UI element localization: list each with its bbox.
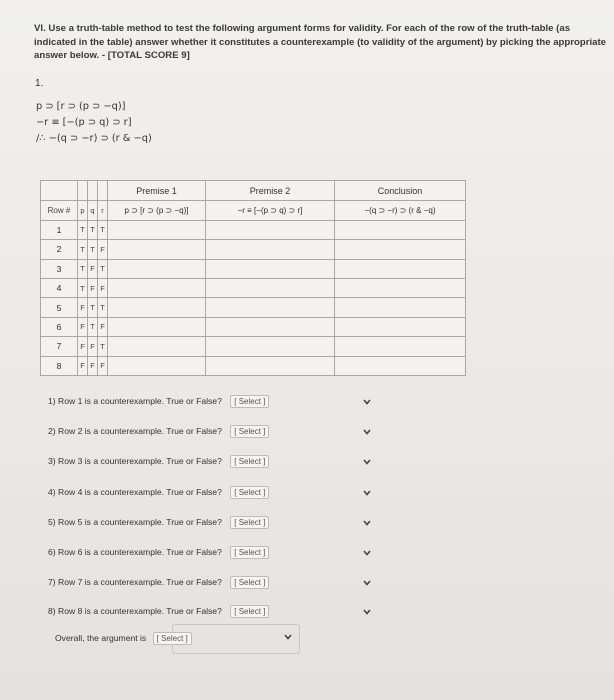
- row-number-header: Row #: [41, 201, 78, 220]
- table-subheader-row: [41, 201, 466, 220]
- table-row: [41, 337, 466, 356]
- q-value: F: [88, 356, 98, 375]
- row-number: 2: [41, 240, 78, 259]
- conclusion-cell[interactable]: [335, 298, 466, 317]
- conclusion-cell[interactable]: [335, 317, 466, 336]
- question-row-8: [48, 605, 269, 618]
- r-value: F: [98, 240, 108, 259]
- p-value: F: [78, 298, 88, 317]
- p-header: p: [78, 201, 88, 220]
- premise1-cell[interactable]: [108, 240, 206, 259]
- q-header: q: [88, 201, 98, 220]
- conclusion-cell[interactable]: [335, 356, 466, 375]
- r-value: T: [98, 259, 108, 278]
- premise1-cell[interactable]: [108, 356, 206, 375]
- q-value: F: [88, 278, 98, 297]
- conclusion-cell[interactable]: [335, 278, 466, 297]
- premise2-cell[interactable]: [206, 259, 335, 278]
- p-value: T: [78, 278, 88, 297]
- row-number: 6: [41, 317, 78, 336]
- r-value: T: [98, 337, 108, 356]
- conclusion-subheader: −(q ⊃ −r) ⊃ (r & −q): [335, 201, 466, 220]
- q-value: F: [88, 337, 98, 356]
- chevron-down-icon[interactable]: [362, 488, 372, 498]
- question-label: 3) Row 3 is a counterexample. True or False?: [48, 456, 222, 466]
- q-value: T: [88, 298, 98, 317]
- table-row: [41, 220, 466, 239]
- row5-select[interactable]: [ Select ]: [230, 516, 269, 529]
- q-value: T: [88, 240, 98, 259]
- q-value: F: [88, 259, 98, 278]
- question-row-2: [48, 425, 269, 438]
- table-row: [41, 278, 466, 297]
- question-label: 6) Row 6 is a counterexample. True or False?: [48, 547, 222, 557]
- premise1-subheader: p ⊃ [r ⊃ (p ⊃ −q)]: [108, 201, 206, 220]
- row-number: 1: [41, 220, 78, 239]
- premise1-cell[interactable]: [108, 220, 206, 239]
- p-value: F: [78, 337, 88, 356]
- premise1-header: Premise 1: [108, 181, 206, 201]
- premise2-cell[interactable]: [206, 298, 335, 317]
- p-value: F: [78, 356, 88, 375]
- chevron-down-icon[interactable]: [362, 397, 372, 407]
- r-value: F: [98, 356, 108, 375]
- premise2-cell[interactable]: [206, 337, 335, 356]
- question-row-4: [48, 486, 269, 499]
- overall-row: [55, 632, 192, 645]
- row1-select[interactable]: [ Select ]: [230, 395, 269, 408]
- row3-select[interactable]: [ Select ]: [230, 455, 269, 468]
- overall-select[interactable]: [ Select ]: [153, 632, 192, 645]
- row4-select[interactable]: [ Select ]: [230, 486, 269, 499]
- p-value: T: [78, 259, 88, 278]
- premise2-cell[interactable]: [206, 278, 335, 297]
- chevron-down-icon[interactable]: [362, 457, 372, 467]
- r-value: T: [98, 298, 108, 317]
- q-value: T: [88, 220, 98, 239]
- premise2-cell[interactable]: [206, 240, 335, 259]
- chevron-down-icon[interactable]: [283, 632, 293, 642]
- question-row-6: [48, 546, 269, 559]
- instructions-text: VI. Use a truth-table method to test the following argument forms for validity. For each of the row of the truth-table (as indicated in the table) answer whether it constitutes a counterexample (to validity of the argument) by picking the appropriate answer below. - [TOTAL SCORE 9]: [34, 23, 606, 61]
- conclusion-header: Conclusion: [335, 181, 466, 201]
- r-value: F: [98, 317, 108, 336]
- conclusion-cell[interactable]: [335, 220, 466, 239]
- r-value: F: [98, 278, 108, 297]
- table-row: [41, 298, 466, 317]
- truth-table: [40, 180, 466, 376]
- row8-select[interactable]: [ Select ]: [230, 605, 269, 618]
- table-row: [41, 240, 466, 259]
- row-number: 8: [41, 356, 78, 375]
- conclusion-cell[interactable]: [335, 259, 466, 278]
- premise1-formula: p ⊃ [r ⊃ (p ⊃ −q)]: [36, 101, 126, 112]
- row-number: 3: [41, 259, 78, 278]
- conclusion-cell[interactable]: [335, 240, 466, 259]
- question-number: 1.: [35, 78, 44, 89]
- premise2-cell[interactable]: [206, 220, 335, 239]
- question-label: 1) Row 1 is a counterexample. True or False?: [48, 396, 222, 406]
- q-value: T: [88, 317, 98, 336]
- question-label: 7) Row 7 is a counterexample. True or False?: [48, 577, 222, 587]
- table-row: [41, 317, 466, 336]
- question-row-1: [48, 395, 269, 408]
- premise1-cell[interactable]: [108, 317, 206, 336]
- overall-label: Overall, the argument is: [55, 633, 147, 643]
- p-value: T: [78, 220, 88, 239]
- premise1-cell[interactable]: [108, 259, 206, 278]
- premise1-cell[interactable]: [108, 337, 206, 356]
- p-value: F: [78, 317, 88, 336]
- row-number: 5: [41, 298, 78, 317]
- table-row: [41, 356, 466, 375]
- conclusion-cell[interactable]: [335, 337, 466, 356]
- chevron-down-icon[interactable]: [362, 548, 372, 558]
- row6-select[interactable]: [ Select ]: [230, 546, 269, 559]
- premise2-formula: −r ≡ [−(p ⊃ q) ⊃ r]: [36, 117, 132, 128]
- table-row: [41, 259, 466, 278]
- premise1-cell[interactable]: [108, 298, 206, 317]
- premise2-cell[interactable]: [206, 317, 335, 336]
- p-value: T: [78, 240, 88, 259]
- chevron-down-icon[interactable]: [362, 427, 372, 437]
- r-header: r: [98, 201, 108, 220]
- question-label: 4) Row 4 is a counterexample. True or False?: [48, 487, 222, 497]
- chevron-down-icon[interactable]: [362, 518, 372, 528]
- premise2-subheader: −r ≡ [−(p ⊃ q) ⊃ r]: [206, 201, 335, 220]
- question-row-7: [48, 576, 269, 589]
- r-value: T: [98, 220, 108, 239]
- chevron-down-icon[interactable]: [362, 578, 372, 588]
- premise1-cell[interactable]: [108, 278, 206, 297]
- table-header-row: [41, 181, 466, 201]
- conclusion-formula: /∴ −(q ⊃ −r) ⊃ (r & −q): [36, 133, 152, 144]
- question-label: 8) Row 8 is a counterexample. True or False?: [48, 606, 222, 616]
- question-label: 2) Row 2 is a counterexample. True or False?: [48, 426, 222, 436]
- question-row-5: [48, 516, 269, 529]
- row7-select[interactable]: [ Select ]: [230, 576, 269, 589]
- premise2-header: Premise 2: [206, 181, 335, 201]
- chevron-down-icon[interactable]: [362, 607, 372, 617]
- row-number: 7: [41, 337, 78, 356]
- question-label: 5) Row 5 is a counterexample. True or False?: [48, 517, 222, 527]
- premise2-cell[interactable]: [206, 356, 335, 375]
- row-number: 4: [41, 278, 78, 297]
- question-row-3: [48, 455, 269, 468]
- row2-select[interactable]: [ Select ]: [230, 425, 269, 438]
